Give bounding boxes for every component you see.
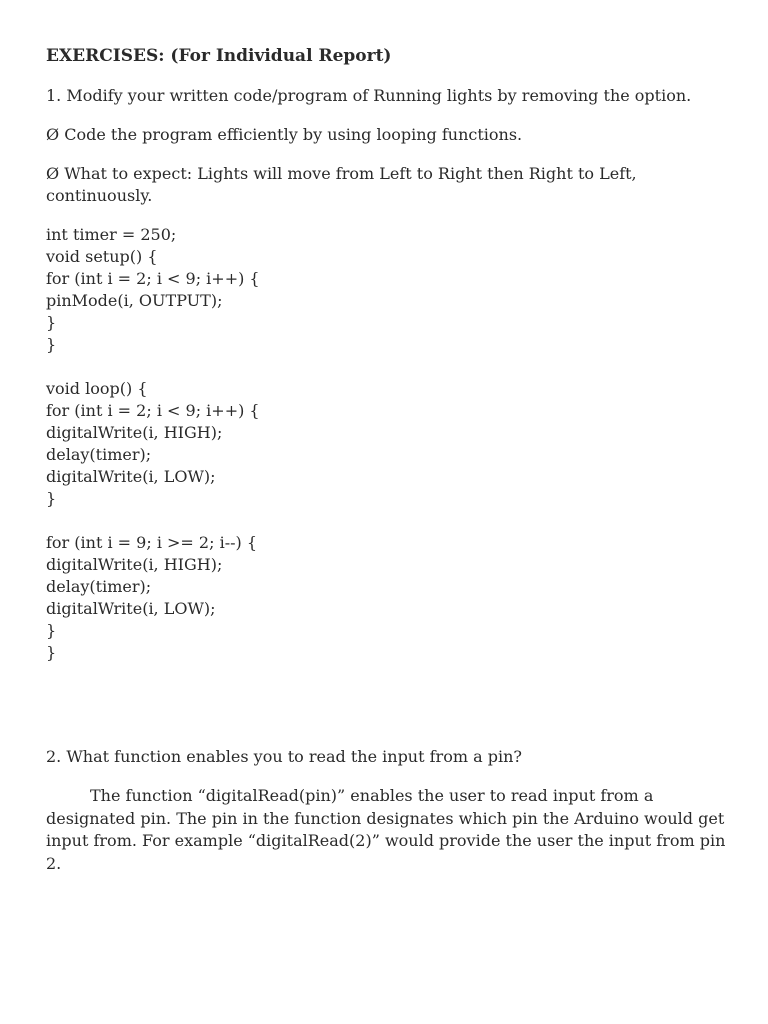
code-line: } [46,643,57,662]
bullet-what-to-expect: Ø What to expect: Lights will move from Left to Right then Right to Left, continuously. [46,164,637,205]
code-line: digitalWrite(i, HIGH); [46,423,223,442]
blank-line [46,356,726,378]
blank-line [46,510,726,532]
code-line: int timer = 250; [46,225,177,244]
code-line: delay(timer); [46,577,152,596]
code-line: digitalWrite(i, HIGH); [46,555,223,574]
code-line: } [46,335,57,354]
code-line: } [46,313,57,332]
document-page [46,44,726,875]
code-block-setup [46,224,726,356]
exercise-2-answer: The function “digitalRead(pin)” enables the user to read input from a designated pin. The pin in the function designates which pin the Arduino would get input from. For example “digitalRead(2)” would provide the user the input from pin 2. [46,786,726,873]
page-title: EXERCISES: (For Individual Report) [46,46,392,66]
code-line: pinMode(i, OUTPUT); [46,291,223,310]
bullet-efficient-looping: Ø Code the program efficiently by using looping functions. [46,125,523,144]
code-line: } [46,621,57,640]
code-line: for (int i = 9; i >= 2; i--) { [46,533,258,552]
exercise-1-text: 1. Modify your written code/program of Running lights by removing the option. [46,86,692,105]
code-block-loop-backward [46,532,726,664]
vertical-spacer [46,664,726,746]
code-line: for (int i = 2; i < 9; i++) { [46,401,260,420]
code-line: for (int i = 2; i < 9; i++) { [46,269,260,288]
code-line: } [46,489,57,508]
exercise-2-question: 2. What function enables you to read the input from a pin? [46,747,522,766]
code-block-loop-forward [46,378,726,510]
code-line: void loop() { [46,379,148,398]
code-line: delay(timer); [46,445,152,464]
code-line: digitalWrite(i, LOW); [46,599,216,618]
code-line: digitalWrite(i, LOW); [46,467,216,486]
code-line: void setup() { [46,247,158,266]
